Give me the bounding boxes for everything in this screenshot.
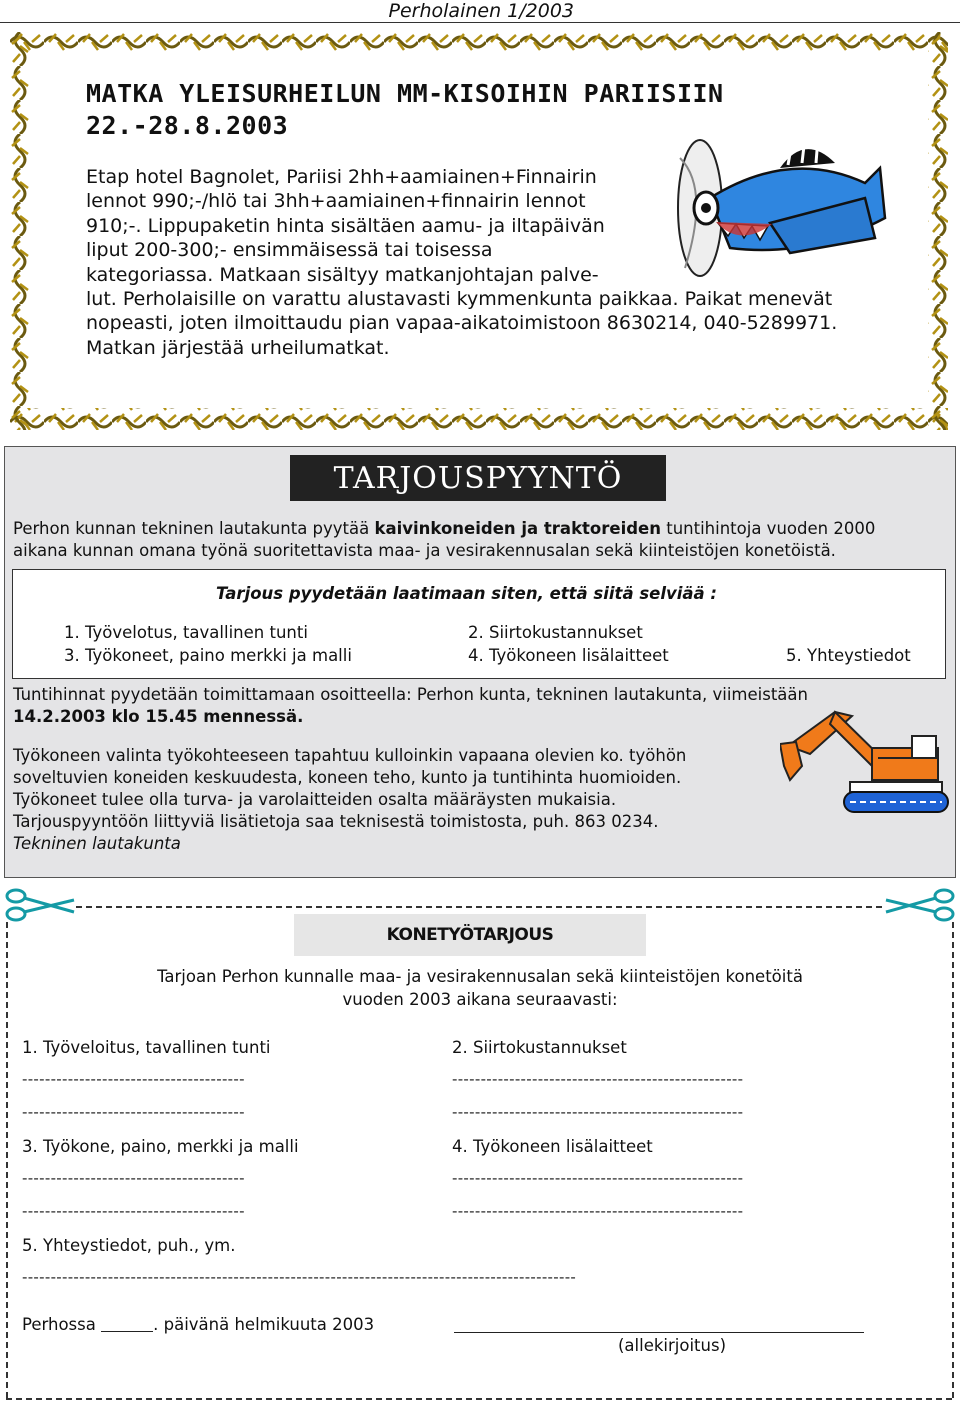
date-line — [22, 1315, 374, 1334]
form-item-4-line[interactable]: --------------------------------------------------- — [452, 1169, 744, 1187]
paragraph-line: Työkoneet tulee olla turva- ja varolaitteiden osalta määräysten mukaisia. — [13, 790, 617, 809]
cut-line-bottom — [6, 1398, 952, 1400]
form-item-4-label: 4. Työkoneen lisälaitteet — [452, 1137, 653, 1156]
paragraph-line: Tarjouspyyntöön liittyviä lisätietoja saa teknisestä toimistosta, puh. 863 0234. — [13, 812, 659, 831]
date-text: . päivänä helmikuuta 2003 — [153, 1315, 375, 1334]
form-item-3-label: 3. Työkone, paino, merkki ja malli — [22, 1137, 299, 1156]
trip-line: kategoriassa. Matkaan sisältyy matkanjohtajan palve- — [86, 263, 599, 286]
trip-title-line2: 22.-28.8.2003 — [86, 111, 289, 140]
intro-line: vuoden 2003 aikana seuraavasti: — [342, 990, 618, 1009]
deadline-block — [13, 684, 808, 728]
header-divider — [0, 22, 960, 23]
requirements-title: Tarjous pyydetään laatimaan siten, että siitä selviää : — [216, 584, 718, 603]
trip-line: liput 200-300;- ensimmäisessä tai toisessa — [86, 239, 493, 262]
place-label: Perhossa — [22, 1315, 96, 1334]
cut-line-top — [76, 906, 882, 908]
trip-line: lut. Perholaisille on varattu alustavasti kymmenkunta paikkaa. Paikat menevät — [86, 288, 833, 311]
req-item-1: 1. Työvelotus, tavallinen tunti — [64, 623, 308, 642]
paragraph-line: Työkoneen valinta työkohteeseen tapahtuu kulloinkin vapaana olevien ko. työhön — [13, 746, 687, 765]
req-item-3: 3. Työkoneet, paino merkki ja malli — [64, 646, 352, 665]
form-item-4-line[interactable]: --------------------------------------------------- — [452, 1202, 744, 1220]
form-item-3-line[interactable]: --------------------------------------- — [22, 1169, 245, 1187]
page-header-title: Perholainen 1/2003 — [388, 0, 574, 22]
intro-start: Perhon kunnan tekninen lautakunta pyytää — [13, 519, 375, 538]
trip-line: Etap hotel Bagnolet, Pariisi 2hh+aamiainen+Finnairin — [86, 166, 597, 188]
form-item-2-line[interactable]: --------------------------------------------------- — [452, 1103, 744, 1121]
paragraph-line: soveltuvien koneiden keskuudesta, koneen teho, kunto ja tuntihinta huomioiden. — [13, 768, 682, 787]
form-item-3-line[interactable]: --------------------------------------- — [22, 1202, 245, 1220]
signature-line[interactable] — [454, 1332, 864, 1333]
trip-line: 910;-. Lippupaketin hinta sisältäen aamu- ja iltapäivän — [86, 214, 605, 237]
signature-label: (allekirjoitus) — [618, 1336, 727, 1355]
day-blank[interactable] — [101, 1331, 153, 1332]
form-item-5-line[interactable]: ------------------------------------------------------------------------------------------------- — [22, 1268, 577, 1286]
form-item-2-label: 2. Siirtokustannukset — [452, 1038, 627, 1057]
form-item-2-line[interactable]: --------------------------------------------------- — [452, 1070, 744, 1088]
intro-line2: aikana kunnan omana työnä suoritettavista maa- ja vesirakennusalan sekä kiinteistöjen konetöistä. — [13, 541, 836, 560]
trip-line: Matkan järjestää urheilumatkat. — [86, 336, 390, 359]
trip-title — [86, 78, 724, 142]
signature-text: Tekninen lautakunta — [13, 834, 181, 853]
excavator-illustration — [780, 706, 950, 821]
trip-line: nopeasti, joten ilmoittaudu pian vapaa-aikatoimistoon 8630214, 040-5289971. — [86, 312, 838, 335]
form-item-1-line[interactable]: --------------------------------------- — [22, 1103, 245, 1121]
deadline-text: Tuntihinnat pyydetään toimittamaan osoitteella: Perhon kunta, tekninen lautakunta, viimeistään — [13, 685, 808, 704]
scissors-icon — [884, 888, 956, 922]
selection-paragraph — [13, 745, 686, 855]
tarjouspyynto-intro — [13, 518, 953, 562]
req-item-4: 4. Työkoneen lisälaitteet — [468, 646, 669, 665]
konetyotarjous-intro — [0, 965, 960, 1011]
intro-line: Tarjoan Perhon kunnalle maa- ja vesirakennusalan sekä kiinteistöjen konetöitä — [157, 967, 803, 986]
intro-end: tuntihintoja vuoden 2000 — [661, 519, 876, 538]
req-item-2: 2. Siirtokustannukset — [468, 623, 643, 642]
konetyotarjous-title: KONETYÖTARJOUS — [294, 914, 646, 956]
trip-line: lennot 990;-/hlö tai 3hh+aamiainen+finnairin lennot — [86, 190, 586, 213]
scissors-icon — [4, 888, 76, 922]
form-item-1-line[interactable]: --------------------------------------- — [22, 1070, 245, 1088]
req-item-5: 5. Yhteystiedot — [786, 646, 911, 665]
intro-bold: kaivinkoneiden ja traktoreiden — [374, 519, 661, 538]
tarjouspyynto-title: TARJOUSPYYNTÖ — [290, 455, 666, 501]
trip-title-line1: MATKA YLEISURHEILUN MM-KISOIHIN PARIISIIN — [86, 79, 724, 108]
form-item-1-label: 1. Työveloitus, tavallinen tunti — [22, 1038, 271, 1057]
deadline-date: 14.2.2003 klo 15.45 mennessä. — [13, 707, 304, 726]
form-item-5-label: 5. Yhteystiedot, puh., ym. — [22, 1236, 236, 1255]
airplane-illustration — [640, 128, 890, 283]
